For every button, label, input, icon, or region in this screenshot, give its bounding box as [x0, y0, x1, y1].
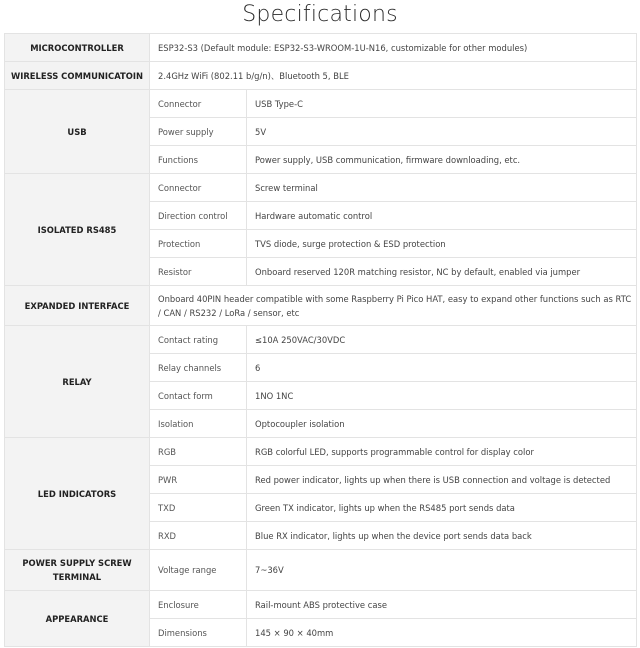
spec-row-power-voltage — [5, 550, 637, 591]
spec-label: Voltage range — [150, 550, 247, 591]
spec-value: Screw terminal — [247, 174, 637, 202]
spec-row-usb-connector — [5, 90, 637, 118]
spec-label: Enclosure — [150, 591, 247, 619]
spec-label: Contact form — [150, 382, 247, 410]
spec-value: Power supply, USB communication, firmware downloading, etc. — [247, 146, 637, 174]
spec-label: Relay channels — [150, 354, 247, 382]
category-relay: RELAY — [5, 326, 150, 438]
spec-value: Optocoupler isolation — [247, 410, 637, 438]
spec-label: Resistor — [150, 258, 247, 286]
category-microcontroller: MICROCONTROLLER — [5, 34, 150, 62]
spec-label: TXD — [150, 494, 247, 522]
spec-value: Onboard reserved 120R matching resistor, NC by default, enabled via jumper — [247, 258, 637, 286]
spec-value: Onboard 40PIN header compatible with some Raspberry Pi Pico HAT, easy to expand other functions such as RTC / CAN / RS232 / LoRa / sensor, etc — [150, 286, 637, 326]
page-title: Specifications — [242, 2, 398, 27]
spec-value: 5V — [247, 118, 637, 146]
spec-value: 6 — [247, 354, 637, 382]
spec-row-rs485-connector — [5, 174, 637, 202]
spec-label: Protection — [150, 230, 247, 258]
spec-row-led-rgb — [5, 438, 637, 466]
category-wireless: WIRELESS COMMUNICATOIN — [5, 62, 150, 90]
spec-value: RGB colorful LED, supports programmable control for display color — [247, 438, 637, 466]
spec-row-relay-rating — [5, 326, 637, 354]
spec-value: 145 × 90 × 40mm — [247, 619, 637, 647]
spec-value: Rail-mount ABS protective case — [247, 591, 637, 619]
spec-value: Hardware automatic control — [247, 202, 637, 230]
spec-value: Red power indicator, lights up when there is USB connection and voltage is detected — [247, 466, 637, 494]
spec-label: Direction control — [150, 202, 247, 230]
spec-value: ESP32-S3 (Default module: ESP32-S3-WROOM-1U-N16, customizable for other modules) — [150, 34, 637, 62]
category-led-indicators: LED INDICATORS — [5, 438, 150, 550]
category-power-supply-screw-terminal: POWER SUPPLY SCREW TERMINAL — [5, 550, 150, 591]
spec-row-microcontroller — [5, 34, 637, 62]
spec-value: 7~36V — [247, 550, 637, 591]
category-expanded-interface: EXPANDED INTERFACE — [5, 286, 150, 326]
spec-value: 1NO 1NC — [247, 382, 637, 410]
spec-label: Isolation — [150, 410, 247, 438]
spec-value: Green TX indicator, lights up when the RS485 port sends data — [247, 494, 637, 522]
spec-label: RGB — [150, 438, 247, 466]
spec-label: Functions — [150, 146, 247, 174]
spec-label: Dimensions — [150, 619, 247, 647]
spec-label: Contact rating — [150, 326, 247, 354]
spec-label: PWR — [150, 466, 247, 494]
spec-label: Connector — [150, 174, 247, 202]
spec-value: 2.4GHz WiFi (802.11 b/g/n)、Bluetooth 5, BLE — [150, 62, 637, 90]
spec-row-wireless — [5, 62, 637, 90]
spec-value: ≤10A 250VAC/30VDC — [247, 326, 637, 354]
spec-value: Blue RX indicator, lights up when the device port sends data back — [247, 522, 637, 550]
category-appearance: APPEARANCE — [5, 591, 150, 647]
category-usb: USB — [5, 90, 150, 174]
spec-row-expanded-interface — [5, 286, 637, 326]
spec-label: Power supply — [150, 118, 247, 146]
spec-value: TVS diode, surge protection & ESD protection — [247, 230, 637, 258]
spec-label: RXD — [150, 522, 247, 550]
category-isolated-rs485: ISOLATED RS485 — [5, 174, 150, 286]
spec-label: Connector — [150, 90, 247, 118]
spec-value: USB Type-C — [247, 90, 637, 118]
specifications-table — [4, 33, 637, 647]
spec-row-appearance-enclosure — [5, 591, 637, 619]
